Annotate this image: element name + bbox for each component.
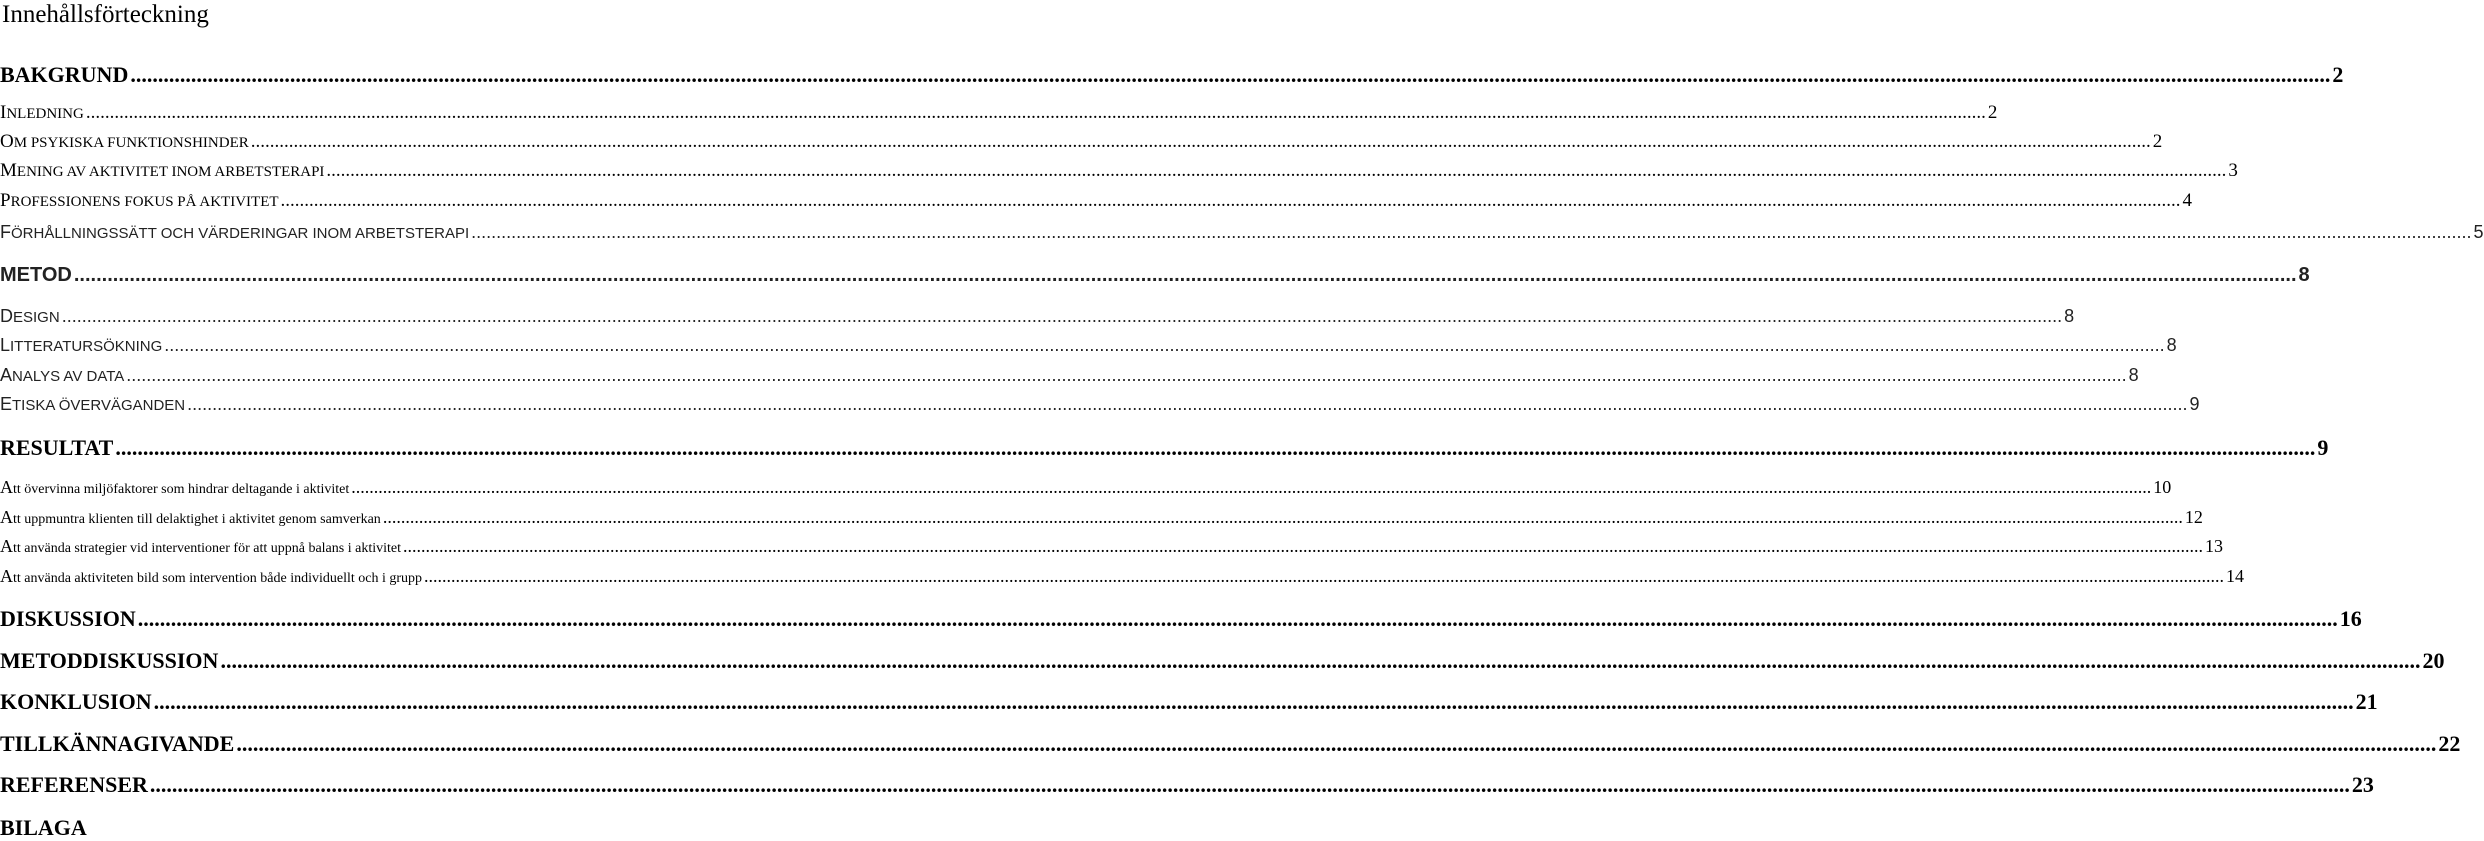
toc-entry-label: KONKLUSION [0,689,152,714]
toc-leader-dots: ................................................................................................................................................................................................................................................................................................................................................................................................................ [220,648,2421,673]
toc-leader-dots: ................................................................................................................................................................................................................................................................................................................................................................................................................ [137,606,2338,631]
toc-entry[interactable] [0,565,2245,590]
toc-leader-dots: ................................................................................................................................................................................................................................................................................................................................................................................................................ [85,102,1986,123]
toc-entry-page: 8 [2064,306,2075,326]
toc-leader-dots: ................................................................................................................................................................................................................................................................................................................................................................................................................ [250,131,2151,152]
toc-entry-label: LITTERATURSÖKNING [0,335,163,355]
toc-entry[interactable] [0,393,2200,417]
toc-entry-page: 16 [2339,606,2362,631]
toc-entry-page: 10 [2153,477,2172,497]
toc-entry-label: OM PSYKISKA FUNKTIONSHINDER [0,131,249,152]
toc-entry[interactable] [0,689,2378,715]
toc-leader-dots: ................................................................................................................................................................................................................................................................................................................................................................................................................ [130,62,2331,87]
toc-entry-label: ANALYS AV DATA [0,365,125,385]
toc-entry-label: Att använda aktiviteten bild som intervention både individuellt och i grupp [0,566,423,586]
toc-entry[interactable] [0,364,2139,388]
toc-leader-dots: ................................................................................................................................................................................................................................................................................................................................................................................................................ [149,772,2350,797]
toc-entry-label: METODDISKUSSION [0,648,219,673]
toc-entry[interactable] [0,435,2329,461]
toc-entry-label: BAKGRUND [0,62,129,87]
toc-entry-label: REFERENSER [0,772,148,797]
toc-entry-label: PROFESSIONENS FOKUS PÅ AKTIVITET [0,190,279,211]
toc-entry-label: Att uppmuntra klienten till delaktighet i aktivitet genom samverkan [0,507,381,527]
toc-entry-label: MENING AV AKTIVITET INOM ARBETSTERAPI [0,160,325,181]
toc-entry[interactable] [0,262,2310,288]
toc-entry[interactable] [0,606,2362,632]
toc-leader-dots: ................................................................................................................................................................................................................................................................................................................................................................................................................ [236,731,2437,756]
toc-entry[interactable] [0,190,2193,213]
toc-entry-label: DISKUSSION [0,606,136,631]
toc-entry-page: 5 [2473,222,2484,242]
toc-entry-page: 23 [2351,772,2374,797]
toc-leader-dots: ................................................................................................................................................................................................................................................................................................................................................................................................................ [187,394,2188,414]
toc-entry-page: 13 [2204,536,2223,556]
toc-leader-dots: ................................................................................................................................................................................................................................................................................................................................................................................................................ [164,335,2165,355]
toc-entry-page: 2 [2332,62,2344,87]
toc-entry-label: Att övervinna miljöfaktorer som hindrar deltagande i aktivitet [0,477,350,497]
toc-leader-dots: ................................................................................................................................................................................................................................................................................................................................................................................................................ [126,365,2127,385]
toc-entry-label: METOD [0,264,72,286]
toc-entry-page: 20 [2422,648,2445,673]
toc-entry-label: TILLKÄNNAGIVANDE [0,731,235,756]
toc-entry-page: 9 [2189,394,2200,414]
toc-leader-dots: ................................................................................................................................................................................................................................................................................................................................................................................................................ [280,190,2181,211]
toc-entry-label: FÖRHÅLLNINGSSÄTT OCH VÄRDERINGAR INOM ARBETSTERAPI [0,222,470,242]
toc-entry[interactable] [0,476,2172,501]
toc-entry-page: 8 [2298,264,2310,286]
toc-leader-dots: ................................................................................................................................................................................................................................................................................................................................................................................................................ [73,264,2297,286]
toc-entry[interactable] [0,815,960,841]
toc-entry-label: INLEDNING [0,102,84,123]
toc-entry[interactable] [0,648,2445,674]
toc-entry-page: 4 [2182,190,2193,211]
toc-entry[interactable] [0,102,1998,125]
toc-leader-dots: ................................................................................................................................................................................................................................................................................................................................................................................................................ [382,507,2183,527]
toc-leader-dots: ................................................................................................................................................................................................................................................................................................................................................................................................................ [115,435,2316,460]
toc-entry-page: 8 [2128,365,2139,385]
toc-entry-page: 3 [2228,160,2238,181]
toc-entry[interactable] [0,535,2223,560]
toc-leader-dots: ................................................................................................................................................................................................................................................................................................................................................................................................................ [153,689,2354,714]
toc-entry-page: 12 [2184,507,2203,527]
toc-entry-page: 2 [1987,102,1998,123]
toc-entry[interactable] [0,772,2374,798]
toc-entry[interactable] [0,62,2344,88]
toc-leader-dots: ................................................................................................................................................................................................................................................................................................................................................................................................................ [326,160,2227,181]
toc-entry-page: 14 [2226,566,2245,586]
toc-entry-label: RESULTAT [0,435,114,460]
toc-entry[interactable] [0,731,2461,757]
toc-entry[interactable] [0,506,2203,531]
toc-entry-page: 9 [2317,435,2329,460]
toc-leader-dots: ................................................................................................................................................................................................................................................................................................................................................................................................................ [471,222,2472,242]
toc-leader-dots: ................................................................................................................................................................................................................................................................................................................................................................................................................ [424,566,2225,586]
toc-entry-label: DESIGN [0,306,60,326]
toc-entry-page: 22 [2438,731,2461,756]
toc-entry-label: ETISKA ÖVERVÄGANDEN [0,394,186,414]
toc-entry[interactable] [0,131,2163,154]
toc-entry-label: BILAGA [0,815,87,840]
toc-entry-page: 2 [2152,131,2163,152]
toc-entry-page: 8 [2166,335,2177,355]
page-title: Innehållsförteckning [2,1,209,28]
toc-leader-dots: ................................................................................................................................................................................................................................................................................................................................................................................................................ [351,477,2152,497]
toc-entry[interactable] [0,160,2238,183]
toc-entry[interactable] [0,305,2075,329]
toc-entry-label: Att använda strategier vid interventioner för att uppnå balans i aktivitet [0,536,401,556]
toc-entry[interactable] [0,334,2177,358]
toc-entry[interactable] [0,221,2484,245]
toc-leader-dots: ................................................................................................................................................................................................................................................................................................................................................................................................................ [402,536,2203,556]
toc-leader-dots: ................................................................................................................................................................................................................................................................................................................................................................................................................ [61,306,2063,326]
toc-entry-page: 21 [2355,689,2378,714]
